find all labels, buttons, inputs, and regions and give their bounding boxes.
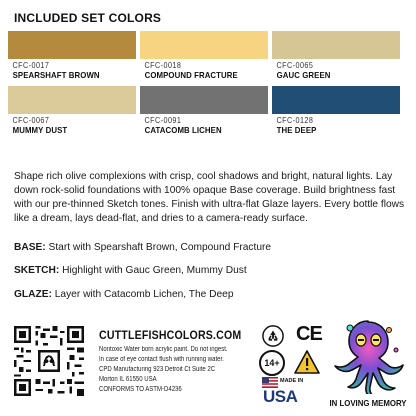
color-code: CFC-0067 (12, 116, 50, 125)
manufacturer-line: Morton IL 61550 USA (99, 376, 157, 383)
color-swatch (140, 86, 268, 135)
qr-code-icon[interactable] (14, 326, 84, 396)
recycle-icon (262, 325, 284, 347)
step-text: Start with Spearshaft Brown, Compound Fracture (45, 242, 272, 253)
ce-mark: CE (296, 323, 322, 345)
made-in-usa-badge (262, 377, 316, 407)
color-chip (140, 31, 268, 59)
color-name: SPEARSHAFT BROWN (12, 70, 100, 80)
safety-line: Nontoxic Water born acrylic paint. Do not ingest. (99, 346, 228, 353)
octopus-illustration (326, 316, 410, 394)
color-chip (8, 31, 136, 59)
astm-line: CONFORMS TO ASTM-D4236 (99, 386, 182, 393)
color-code: CFC-0065 (276, 61, 314, 70)
color-code: CFC-0091 (144, 116, 182, 125)
color-swatch (272, 86, 400, 135)
color-code: CFC-0017 (12, 61, 50, 70)
color-name: MUMMY DUST (12, 125, 68, 135)
color-name: THE DEEP (276, 125, 317, 135)
color-chip (140, 86, 268, 114)
step-sketch (14, 265, 247, 276)
age-rating-badge: 14+ (259, 350, 285, 376)
color-chip (8, 86, 136, 114)
memorial-label: IN LOVING MEMORY (329, 398, 407, 408)
color-name: CATACOMB LICHEN (144, 125, 222, 135)
color-swatch (140, 31, 268, 80)
product-description: Shape rich olive complexions with crisp, cool shadows and bright, natural lights. Lay down rock-solid foundations with 100% opaque Base coverage. Build brightness fast with our pre-thinned Sketch tones. Finish with ultra-flat Glaze layers. Every bottle flows like a dream, lays dead-flat, and dries to a camera-ready surface. (14, 171, 405, 224)
step-text: Highlight with Gauc Green, Mummy Dust (59, 265, 247, 276)
color-name: COMPOUND FRACTURE (144, 70, 238, 80)
set-colors-heading: INCLUDED SET COLORS (14, 11, 162, 25)
step-glaze (14, 289, 234, 300)
color-chip (272, 31, 400, 59)
warning-icon (294, 350, 320, 374)
brand-website[interactable]: CUTTLEFISHCOLORS.COM (99, 330, 242, 342)
made-in-label: MADE IN (280, 378, 304, 384)
step-label: GLAZE: (14, 289, 52, 300)
safety-line: In case of eye contact flush with running water. (99, 356, 224, 363)
color-code: CFC-0018 (144, 61, 182, 70)
step-text: Layer with Catacomb Lichen, The Deep (51, 289, 234, 300)
color-code: CFC-0128 (276, 116, 314, 125)
step-label: SKETCH: (14, 265, 60, 276)
color-name: GAUC GREEN (276, 70, 331, 80)
color-swatch (272, 31, 400, 80)
manufacturer-line: CPD Manufacturing 923 Detroit Ct Suite 2C (99, 366, 216, 373)
step-base (14, 242, 271, 253)
color-swatch (8, 31, 136, 80)
color-chip (272, 86, 400, 114)
usa-label: USA (263, 387, 298, 406)
step-label: BASE: (14, 242, 46, 253)
color-swatch-grid (8, 31, 408, 135)
color-swatch (8, 86, 136, 135)
